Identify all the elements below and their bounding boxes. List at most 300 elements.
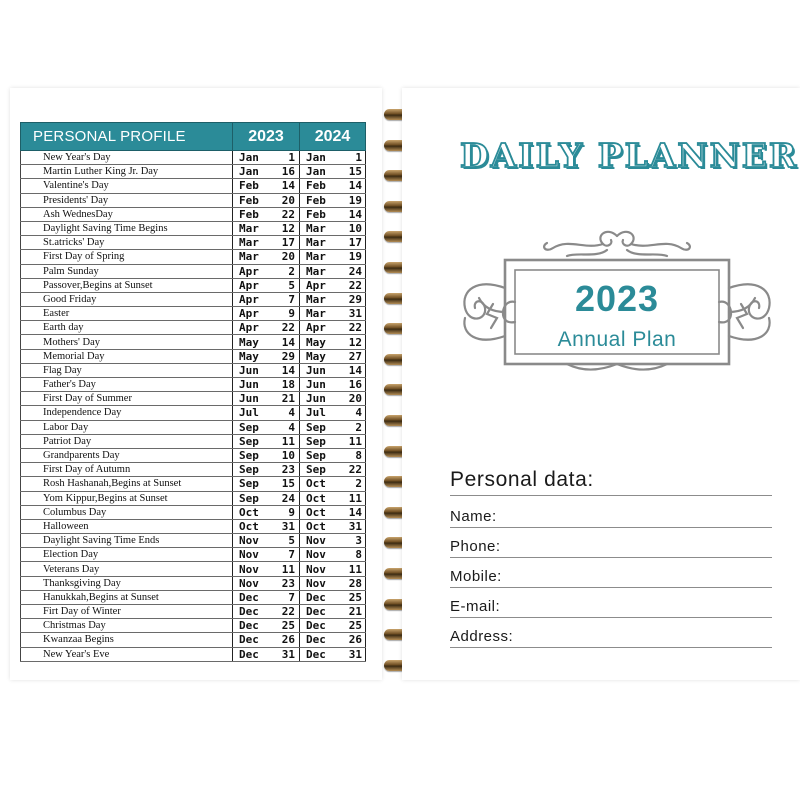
day-2024: 19 — [348, 193, 362, 207]
mobile-field[interactable] — [450, 563, 772, 588]
day-2023: 2 — [288, 264, 295, 278]
day-2023: 25 — [281, 619, 295, 633]
day-2024: 29 — [348, 292, 362, 306]
date-2024 — [300, 619, 366, 633]
date-2024 — [300, 207, 366, 221]
holiday-row — [21, 335, 366, 349]
day-2024: 22 — [348, 278, 362, 292]
date-2024 — [300, 335, 366, 349]
date-2024 — [300, 250, 366, 264]
day-2024: 24 — [348, 264, 362, 278]
date-2024 — [300, 321, 366, 335]
month-2024: Sep — [306, 463, 326, 477]
day-2023: 14 — [281, 335, 295, 349]
day-2023: 10 — [281, 449, 295, 463]
date-2024 — [300, 633, 366, 647]
month-2023: Mar — [239, 236, 259, 250]
date-2024 — [300, 562, 366, 576]
personal-data-heading: Personal data: — [450, 468, 594, 491]
holiday-name: New Year's Eve — [21, 647, 233, 661]
month-2023: Dec — [239, 633, 259, 647]
month-2023: Nov — [239, 562, 259, 576]
holiday-table-header — [21, 123, 366, 151]
month-2024: Oct — [306, 491, 326, 505]
month-2023: Apr — [239, 278, 259, 292]
day-2024: 2 — [355, 420, 362, 434]
holiday-name: Flag Day — [21, 363, 233, 377]
email-label: E-mail: — [450, 598, 501, 615]
date-2024 — [300, 349, 366, 363]
day-2024: 15 — [348, 165, 362, 179]
month-2024: Nov — [306, 548, 326, 562]
month-2023: May — [239, 335, 259, 349]
holiday-name: Ash WednesDay — [21, 207, 233, 221]
day-2024: 31 — [348, 647, 362, 661]
holiday-name: Election Day — [21, 548, 233, 562]
day-2024: 11 — [348, 562, 362, 576]
holiday-row — [21, 590, 366, 604]
day-2023: 31 — [281, 519, 295, 533]
month-2024: Oct — [306, 477, 326, 491]
planner-title: DAILY PLANNER — [460, 136, 799, 175]
holiday-name: Father's Day — [21, 378, 233, 392]
date-2023 — [233, 250, 300, 264]
holiday-name: Memorial Day — [21, 349, 233, 363]
day-2024: 11 — [348, 491, 362, 505]
holiday-name: Martin Luther King Jr. Day — [21, 165, 233, 179]
day-2023: 20 — [281, 193, 295, 207]
holiday-name: Christmas Day — [21, 619, 233, 633]
date-2023 — [233, 278, 300, 292]
day-2024: 31 — [348, 307, 362, 321]
holiday-name: Valentine's Day — [21, 179, 233, 193]
holiday-row — [21, 321, 366, 335]
month-2023: Apr — [239, 264, 259, 278]
month-2023: Sep — [239, 434, 259, 448]
day-2023: 22 — [281, 207, 295, 221]
month-2024: Nov — [306, 534, 326, 548]
date-2024 — [300, 151, 366, 165]
holiday-row — [21, 349, 366, 363]
holiday-row — [21, 151, 366, 165]
day-2023: 18 — [281, 378, 295, 392]
date-2024 — [300, 278, 366, 292]
month-2024: Nov — [306, 576, 326, 590]
holiday-name: First Day of Spring — [21, 250, 233, 264]
day-2023: 7 — [288, 590, 295, 604]
day-2024: 10 — [348, 222, 362, 236]
phone-label: Phone: — [450, 538, 501, 555]
holiday-name: St.atricks' Day — [21, 236, 233, 250]
holiday-name: First Day of Autumn — [21, 463, 233, 477]
holiday-name: Grandparents Day — [21, 448, 233, 462]
day-2023: 15 — [281, 477, 295, 491]
holiday-row — [21, 477, 366, 491]
holiday-row — [21, 292, 366, 306]
date-2024 — [300, 605, 366, 619]
month-2023: Apr — [239, 307, 259, 321]
date-2023 — [233, 534, 300, 548]
date-2023 — [233, 576, 300, 590]
holiday-row — [21, 491, 366, 505]
holiday-name: Yom Kippur,Begins at Sunset — [21, 491, 233, 505]
month-2024: Jun — [306, 363, 326, 377]
holiday-row — [21, 193, 366, 207]
day-2023: 26 — [281, 633, 295, 647]
holiday-name: Daylight Saving Time Ends — [21, 534, 233, 548]
date-2024 — [300, 307, 366, 321]
month-2024: Feb — [306, 179, 326, 193]
month-2024: Jun — [306, 392, 326, 406]
date-2023 — [233, 548, 300, 562]
date-2023 — [233, 349, 300, 363]
date-2024 — [300, 292, 366, 306]
holiday-row — [21, 264, 366, 278]
date-2023 — [233, 221, 300, 235]
holiday-name: Hanukkah,Begins at Sunset — [21, 590, 233, 604]
name-label: Name: — [450, 508, 497, 525]
day-2024: 31 — [348, 519, 362, 533]
holiday-row — [21, 562, 366, 576]
holiday-name: Easter — [21, 307, 233, 321]
month-2023: Dec — [239, 647, 259, 661]
plan-subtitle: Annual Plan — [557, 328, 677, 351]
day-2023: 17 — [281, 236, 295, 250]
date-2024 — [300, 491, 366, 505]
month-2023: Sep — [239, 420, 259, 434]
date-2024 — [300, 548, 366, 562]
date-2024 — [300, 363, 366, 377]
month-2023: Nov — [239, 576, 259, 590]
day-2023: 4 — [288, 406, 295, 420]
address-field[interactable] — [450, 623, 772, 648]
date-2023 — [233, 264, 300, 278]
holiday-name: Earth day — [21, 321, 233, 335]
date-2024 — [300, 236, 366, 250]
day-2023: 12 — [281, 222, 295, 236]
month-2024: Feb — [306, 207, 326, 221]
date-2023 — [233, 378, 300, 392]
month-2023: Oct — [239, 519, 259, 533]
holiday-name: Halloween — [21, 519, 233, 533]
date-2024 — [300, 448, 366, 462]
date-2024 — [300, 463, 366, 477]
date-2024 — [300, 378, 366, 392]
month-2024: Feb — [306, 193, 326, 207]
holiday-row — [21, 207, 366, 221]
month-2023: Jun — [239, 363, 259, 377]
day-2023: 1 — [288, 151, 295, 165]
month-2024: Jul — [306, 406, 326, 420]
holiday-name: Veterans Day — [21, 562, 233, 576]
month-2024: Oct — [306, 505, 326, 519]
day-2024: 14 — [348, 179, 362, 193]
date-2023 — [233, 207, 300, 221]
day-2023: 21 — [281, 392, 295, 406]
holiday-row — [21, 221, 366, 235]
address-label: Address: — [450, 628, 514, 645]
day-2024: 12 — [348, 335, 362, 349]
date-2023 — [233, 647, 300, 661]
holiday-row — [21, 278, 366, 292]
date-2024 — [300, 406, 366, 420]
month-2024: May — [306, 335, 326, 349]
month-2023: Jan — [239, 151, 259, 165]
date-2023 — [233, 307, 300, 321]
day-2023: 4 — [288, 420, 295, 434]
date-2024 — [300, 221, 366, 235]
date-2023 — [233, 519, 300, 533]
month-2024: Dec — [306, 590, 326, 604]
month-2023: Dec — [239, 605, 259, 619]
date-2023 — [233, 619, 300, 633]
holiday-row — [21, 420, 366, 434]
day-2023: 7 — [288, 292, 295, 306]
day-2024: 21 — [348, 605, 362, 619]
day-2023: 11 — [281, 562, 295, 576]
holiday-row — [21, 378, 366, 392]
day-2023: 14 — [281, 179, 295, 193]
month-2023: Mar — [239, 250, 259, 264]
holiday-name: Daylight Saving Time Begins — [21, 221, 233, 235]
date-2023 — [233, 420, 300, 434]
month-2023: Jan — [239, 165, 259, 179]
day-2024: 14 — [348, 363, 362, 377]
month-2023: Dec — [239, 619, 259, 633]
holiday-row — [21, 250, 366, 264]
month-2023: Dec — [239, 590, 259, 604]
day-2023: 22 — [281, 321, 295, 335]
day-2023: 7 — [288, 548, 295, 562]
holiday-name: Kwanzaa Begins — [21, 633, 233, 647]
holiday-name: Columbus Day — [21, 505, 233, 519]
name-field[interactable] — [450, 503, 772, 528]
day-2023: 22 — [281, 605, 295, 619]
date-2023 — [233, 236, 300, 250]
day-2024: 8 — [355, 449, 362, 463]
day-2024: 25 — [348, 590, 362, 604]
holiday-row — [21, 505, 366, 519]
date-2023 — [233, 633, 300, 647]
holiday-row — [21, 448, 366, 462]
month-2023: Feb — [239, 207, 259, 221]
month-2024: Jun — [306, 378, 326, 392]
date-2024 — [300, 179, 366, 193]
annual-plan-emblem — [457, 228, 777, 378]
date-2024 — [300, 392, 366, 406]
day-2024: 2 — [355, 477, 362, 491]
date-2023 — [233, 292, 300, 306]
month-2023: Sep — [239, 463, 259, 477]
date-2024 — [300, 420, 366, 434]
month-2023: Nov — [239, 548, 259, 562]
holiday-row — [21, 363, 366, 377]
holiday-rows — [21, 151, 366, 662]
day-2024: 20 — [348, 392, 362, 406]
date-2023 — [233, 605, 300, 619]
holiday-row — [21, 434, 366, 448]
holiday-name: Firt Day of Winter — [21, 605, 233, 619]
month-2023: Nov — [239, 534, 259, 548]
day-2024: 14 — [348, 207, 362, 221]
holiday-row — [21, 392, 366, 406]
date-2024 — [300, 165, 366, 179]
date-2024 — [300, 193, 366, 207]
holiday-row — [21, 236, 366, 250]
month-2024: Dec — [306, 619, 326, 633]
month-2024: Dec — [306, 605, 326, 619]
date-2023 — [233, 165, 300, 179]
date-2023 — [233, 335, 300, 349]
date-2023 — [233, 179, 300, 193]
month-2023: Feb — [239, 179, 259, 193]
heading-underline — [450, 495, 772, 496]
date-2023 — [233, 434, 300, 448]
month-2024: Sep — [306, 434, 326, 448]
plan-year: 2023 — [574, 278, 660, 319]
month-2023: Apr — [239, 321, 259, 335]
year-2024-header: 2024 — [300, 123, 366, 151]
holiday-name: Mothers' Day — [21, 335, 233, 349]
month-2024: Jan — [306, 165, 326, 179]
date-2024 — [300, 505, 366, 519]
holiday-name: Thanksgiving Day — [21, 576, 233, 590]
email-field[interactable] — [450, 593, 772, 618]
month-2024: Sep — [306, 449, 326, 463]
day-2023: 14 — [281, 363, 295, 377]
date-2023 — [233, 363, 300, 377]
holiday-row — [21, 165, 366, 179]
holiday-name: Presidents' Day — [21, 193, 233, 207]
month-2024: Mar — [306, 236, 326, 250]
holiday-row — [21, 519, 366, 533]
day-2024: 28 — [348, 576, 362, 590]
day-2024: 11 — [348, 434, 362, 448]
holiday-row — [21, 406, 366, 420]
day-2024: 19 — [348, 250, 362, 264]
day-2024: 22 — [348, 463, 362, 477]
day-2023: 31 — [281, 647, 295, 661]
holiday-name: New Year's Day — [21, 151, 233, 165]
date-2024 — [300, 576, 366, 590]
month-2023: Sep — [239, 477, 259, 491]
date-2024 — [300, 264, 366, 278]
date-2024 — [300, 647, 366, 661]
holiday-row — [21, 534, 366, 548]
day-2023: 24 — [281, 491, 295, 505]
table-title: PERSONAL PROFILE — [21, 123, 233, 151]
mobile-label: Mobile: — [450, 568, 502, 585]
holiday-name: Rosh Hashanah,Begins at Sunset — [21, 477, 233, 491]
day-2024: 4 — [355, 406, 362, 420]
date-2023 — [233, 590, 300, 604]
day-2023: 16 — [281, 165, 295, 179]
date-2024 — [300, 477, 366, 491]
month-2023: Jul — [239, 406, 259, 420]
date-2023 — [233, 463, 300, 477]
holiday-row — [21, 633, 366, 647]
day-2024: 17 — [348, 236, 362, 250]
month-2024: Mar — [306, 264, 326, 278]
date-2023 — [233, 406, 300, 420]
date-2024 — [300, 519, 366, 533]
month-2023: Sep — [239, 491, 259, 505]
day-2023: 23 — [281, 463, 295, 477]
date-2023 — [233, 477, 300, 491]
day-2024: 26 — [348, 633, 362, 647]
month-2024: Apr — [306, 278, 326, 292]
day-2023: 23 — [281, 576, 295, 590]
date-2023 — [233, 448, 300, 462]
holiday-name: Patriot Day — [21, 434, 233, 448]
month-2024: Oct — [306, 519, 326, 533]
day-2023: 29 — [281, 349, 295, 363]
right-page — [402, 88, 800, 680]
holiday-name: Palm Sunday — [21, 264, 233, 278]
holiday-name: First Day of Summer — [21, 392, 233, 406]
day-2024: 3 — [355, 534, 362, 548]
day-2024: 25 — [348, 619, 362, 633]
month-2023: Apr — [239, 292, 259, 306]
date-2023 — [233, 505, 300, 519]
holiday-row — [21, 179, 366, 193]
holiday-row — [21, 307, 366, 321]
holiday-name: Labor Day — [21, 420, 233, 434]
day-2024: 8 — [355, 548, 362, 562]
month-2024: Mar — [306, 250, 326, 264]
date-2024 — [300, 590, 366, 604]
month-2024: Dec — [306, 633, 326, 647]
date-2023 — [233, 321, 300, 335]
month-2024: Jan — [306, 151, 326, 165]
left-page — [10, 88, 382, 680]
holiday-row — [21, 605, 366, 619]
month-2023: Feb — [239, 193, 259, 207]
month-2023: May — [239, 349, 259, 363]
day-2023: 5 — [288, 534, 295, 548]
month-2023: Jun — [239, 392, 259, 406]
month-2023: Mar — [239, 222, 259, 236]
date-2023 — [233, 491, 300, 505]
day-2023: 9 — [288, 505, 295, 519]
day-2023: 9 — [288, 307, 295, 321]
phone-field[interactable] — [450, 533, 772, 558]
date-2023 — [233, 392, 300, 406]
month-2024: Dec — [306, 647, 326, 661]
holiday-row — [21, 647, 366, 661]
date-2024 — [300, 434, 366, 448]
day-2023: 5 — [288, 278, 295, 292]
holiday-row — [21, 548, 366, 562]
holiday-row — [21, 619, 366, 633]
holiday-row — [21, 576, 366, 590]
month-2023: Oct — [239, 505, 259, 519]
day-2024: 14 — [348, 505, 362, 519]
date-2023 — [233, 151, 300, 165]
month-2023: Sep — [239, 449, 259, 463]
day-2024: 1 — [355, 151, 362, 165]
month-2024: Mar — [306, 222, 326, 236]
month-2024: May — [306, 349, 326, 363]
day-2023: 20 — [281, 250, 295, 264]
year-2023-header: 2023 — [233, 123, 300, 151]
date-2024 — [300, 534, 366, 548]
date-2023 — [233, 562, 300, 576]
holiday-name: Passover,Begins at Sunset — [21, 278, 233, 292]
month-2024: Mar — [306, 307, 326, 321]
month-2024: Mar — [306, 292, 326, 306]
date-2023 — [233, 193, 300, 207]
